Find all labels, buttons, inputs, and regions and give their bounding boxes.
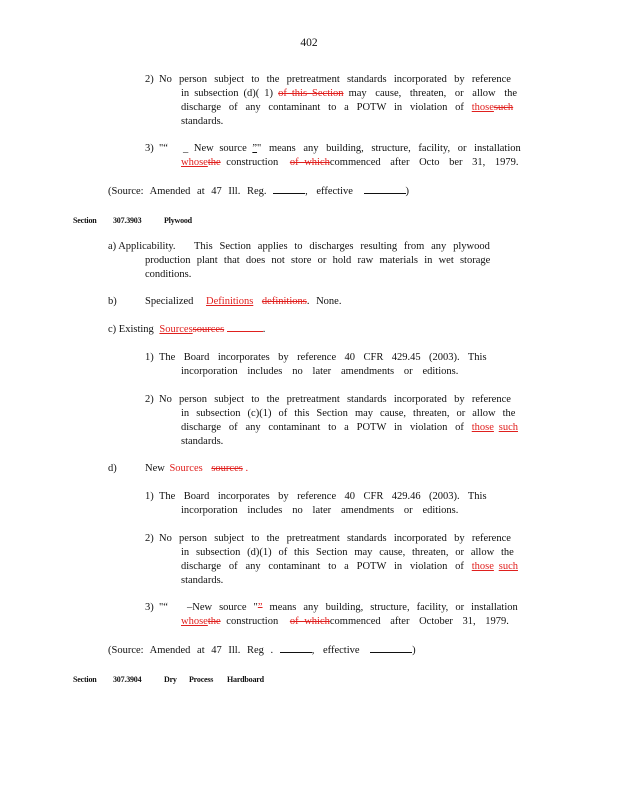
- line-4: standards.: [181, 436, 224, 447]
- inserted-text: those: [471, 102, 494, 113]
- inserted-text: whose: [181, 616, 208, 627]
- line-2: production plant that does not store or hold raw materials in wet storage: [145, 255, 491, 266]
- inserted-text: such: [498, 422, 518, 433]
- subsection-prefix: b): [108, 296, 117, 307]
- item-number: 1): [145, 491, 154, 502]
- line-1: No person subject to the pretreatment standards incorporated by reference: [159, 74, 511, 85]
- deleted-text: of which: [289, 157, 330, 168]
- deleted-text: those: [471, 422, 494, 433]
- line-1: This Section applies to discharges resulting from any plywood: [194, 241, 490, 252]
- deleted-text: sources: [211, 463, 243, 474]
- source-note: (Source: Amended at 47 Ill. Reg. , effective ): [108, 186, 410, 197]
- line-2: in subsection (c)(1) of this Section may cause, threaten, or allow the: [181, 408, 516, 419]
- deleted-text: of this Section: [278, 88, 344, 99]
- effective-blank: [370, 643, 412, 653]
- line-4: standards.: [181, 575, 224, 586]
- inserted-text: Definitions: [206, 296, 254, 307]
- page-number: 402: [300, 37, 318, 49]
- line-4: standards.: [181, 116, 224, 127]
- deleted-text: sources: [192, 324, 225, 335]
- line-2: whosethe construction of whichcommenced after October 31, 1979.: [181, 616, 509, 627]
- deleted-text: the: [207, 616, 221, 627]
- open-quote: "“: [159, 602, 168, 613]
- item-number: 2): [145, 74, 154, 85]
- deleted-underline: [227, 325, 263, 332]
- inserted-text: whose: [181, 157, 208, 168]
- line-2: incorporation includes no later amendments or editions.: [181, 505, 459, 516]
- open-quote: "“: [159, 143, 168, 154]
- line-1: No person subject to the pretreatment standards incorporated by reference: [159, 533, 511, 544]
- line-2: incorporation includes no later amendments or editions.: [181, 366, 459, 377]
- line-2: in subsection (d)( 1) of this Section may cause, threaten, or allow the: [181, 88, 518, 99]
- item-number: 2): [145, 394, 154, 405]
- inserted-text: Sources: [169, 463, 203, 474]
- section-title-word: Process: [189, 675, 214, 684]
- line-3: conditions.: [145, 269, 192, 280]
- item-number: 3): [145, 143, 154, 154]
- section-number: 307.3903: [113, 216, 142, 225]
- section-title: Plywood: [164, 216, 192, 225]
- deleted-text: of which: [289, 616, 330, 627]
- subsection-prefix: d): [108, 463, 117, 474]
- line-1: Specialized Definitions definitions. None.: [145, 296, 342, 307]
- line-1: The Board incorporates by reference 40 CFR 429.46 (2003). This: [159, 491, 487, 502]
- item-number: 1): [145, 352, 154, 363]
- reg-blank: [273, 184, 305, 194]
- item-number: 3): [145, 602, 154, 613]
- deleted-text: definitions: [261, 296, 307, 307]
- reg-blank: [280, 643, 312, 653]
- line-1: The Board incorporates by reference 40 CFR 429.45 (2003). This: [159, 352, 487, 363]
- line-1: No person subject to the pretreatment standards incorporated by reference: [159, 394, 511, 405]
- line-1: _ New source ”" means any building, structure, facility, or installation: [183, 143, 521, 154]
- section-title-word: Hardboard: [227, 675, 264, 684]
- deleted-text: those: [471, 561, 494, 572]
- item-number: 2): [145, 533, 154, 544]
- line-3: discharge of any contaminant to a POTW in violation of thosesuch: [181, 102, 514, 113]
- inserted-text: such: [498, 561, 518, 572]
- effective-blank: [364, 184, 406, 194]
- line-3: discharge of any contaminant to a POTW in violation of those such: [181, 561, 518, 572]
- line-1: New Sources sources .: [145, 463, 249, 474]
- section-number: 307.3904: [113, 675, 142, 684]
- deleted-text: such: [493, 102, 514, 113]
- section-title-word: Dry: [164, 675, 177, 684]
- section-label: Section: [73, 675, 97, 684]
- source-note: (Source: Amended at 47 Ill. Reg . , effective ): [108, 645, 416, 656]
- subsection-prefix: a) Applicability.: [108, 241, 176, 252]
- line-3: discharge of any contaminant to a POTW in violation of those such: [181, 422, 518, 433]
- section-label: Section: [73, 216, 97, 225]
- deleted-text: the: [207, 157, 221, 168]
- inserted-text: Sources: [159, 324, 193, 335]
- line-1: c) Existing Sourcessources .: [108, 324, 266, 335]
- line-1: –New source "” means any building, structure, facility, or installation: [187, 602, 518, 613]
- line-2: in subsection (d)(1) of this Section may cause, threaten, or allow the: [181, 547, 514, 558]
- line-2: whosethe construction of whichcommenced after Octo ber 31, 1979.: [181, 157, 519, 168]
